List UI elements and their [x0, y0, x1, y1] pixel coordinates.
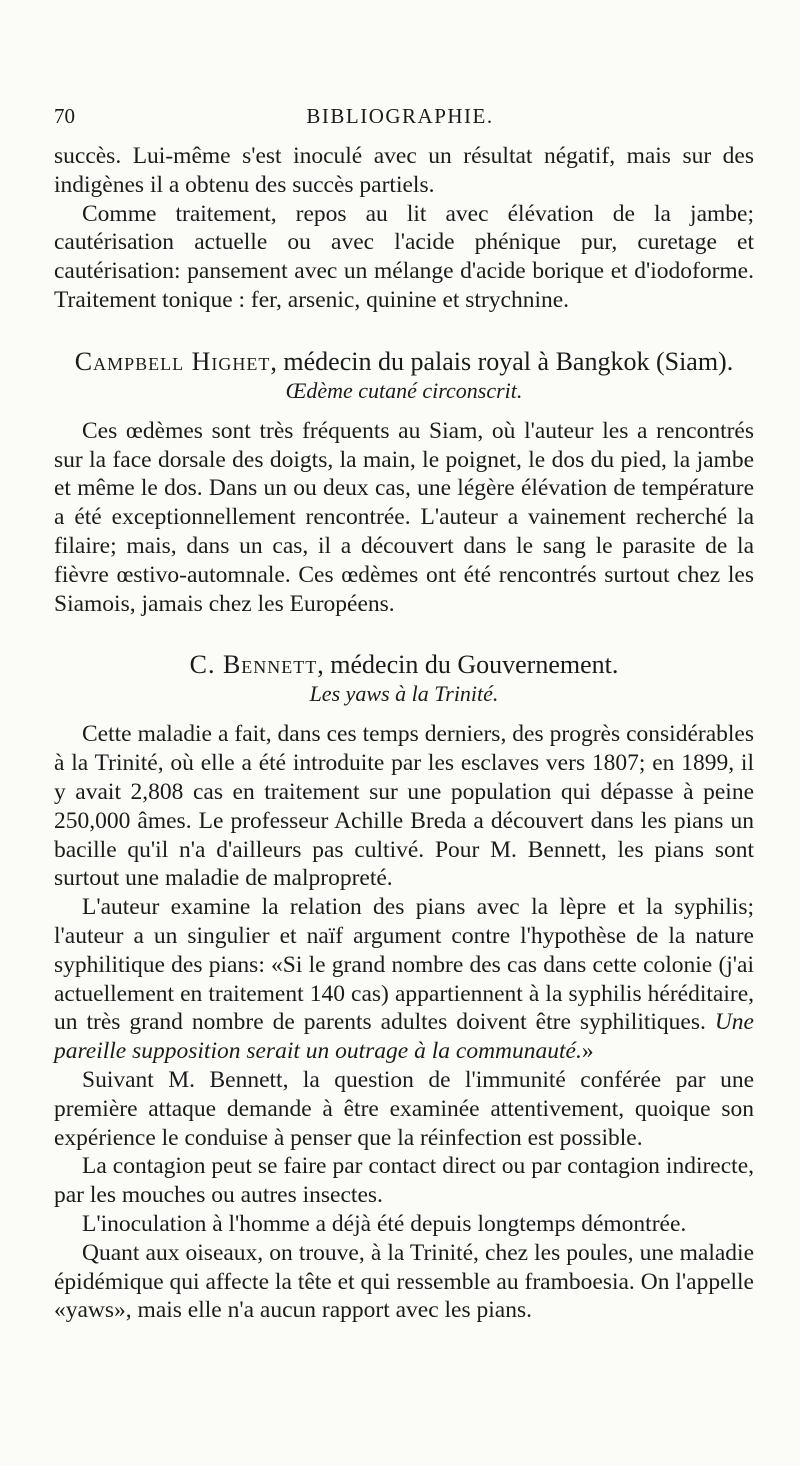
paragraph-birds: Quant aux oiseaux, on trouve, à la Trinité, chez les poules, une maladie épidémique qui affecte la tête et qui ressemble au framboesia. On l'appelle «yaws», mais elle n'a aucun rapport avec les pians.: [54, 1239, 754, 1324]
italic-quote: Une pareille supposition serait un outrage à la communauté.: [54, 1009, 754, 1065]
entry-heading-bennett: [54, 650, 754, 680]
entry-title: Œdème cutané circonscrit.: [285, 377, 523, 403]
closing-quote: »: [581, 1038, 594, 1065]
page-body: [54, 142, 754, 1325]
paragraph-oedeme: Ces œdèmes sont très fréquents au Siam, où l'auteur les a rencontrés sur la face dorsale des doigts, la main, le poignet, le dos du pied, la jambe et même le dos. Dans un ou deux cas, une légère élévation de température a été exceptionnellement rencontrée. L'auteur a vainement recherché la filaire; mais, dans un cas, il a découvert dans le sang le parasite de la fièvre œstivo-automnale. Ces œdèmes ont été rencontrés surtout chez les Siamois, jamais chez les Européens.: [54, 417, 754, 617]
paragraph-contagion: La contagion peut se faire par contact direct ou par contagion indirecte, par les mouches ou autres insectes.: [54, 1153, 754, 1209]
author-name: Campbell Highet: [74, 346, 271, 376]
paragraph-yaws-intro: Cette maladie a fait, dans ces temps derniers, des progrès considérables à la Trinité, où elle a été introduite par les esclaves vers 1807; en 1899, il y avait 2,808 cas en traitement sur une population qui dépasse à peine 250,000 âmes. Le professeur Achille Breda a découvert dans les pians un bacille qu'il n'a d'ailleurs pas cultivé. Pour M. Bennett, les pians sont surtout une maladie de malpropreté.: [54, 721, 754, 892]
page-header: [50, 100, 750, 130]
paragraph-text: L'auteur examine la relation des pians avec la lèpre et la syphilis; l'auteur a un singulier et naïf argument contre l'hypothèse de la nature syphilitique des pians: «Si le grand nombre des cas dans cette colonie (j'ai actuellement en traitement 140 cas) appartiennent à la syphilis héréditaire, un très grand nombre de parents adultes doivent être syphilitiques.: [54, 894, 754, 1036]
paragraph-inoculation: L'inoculation à l'homme a déjà été depuis longtemps démontrée.: [82, 1210, 687, 1237]
running-title: BIBLIOGRAPHIE.: [306, 104, 494, 128]
entry-title: Les yaws à la Trinité.: [309, 681, 499, 707]
entry-heading-highet: [54, 347, 754, 377]
author-affiliation: , médecin du Gouvernement.: [317, 650, 619, 680]
paragraph-treatment: Comme traitement, repos au lit avec élévation de la jambe; cautérisation actuelle ou avec l'acide phénique pur, curetage et cautérisation: pansement avec un mélange d'acide borique et d'iodoforme. Traitement tonique : fer, arsenic, quinine et strychnine.: [54, 200, 754, 313]
author-name: C. Bennett: [189, 650, 318, 680]
paragraph-continuation: succès. Lui-même s'est inoculé avec un résultat négatif, mais sur des indigènes il a obtenu des succès partiels.: [54, 143, 754, 198]
author-affiliation: , médecin du palais royal à Bangkok (Siam).: [270, 346, 734, 376]
paragraph-immunity: Suivant M. Bennett, la question de l'immunité conférée par une première attaque demande à être examinée attentivement, quoique son expérience le conduise à penser que la réinfection est possible.: [54, 1066, 754, 1151]
paragraph-syphilis: [54, 893, 754, 1066]
page-number: 70: [54, 104, 75, 128]
